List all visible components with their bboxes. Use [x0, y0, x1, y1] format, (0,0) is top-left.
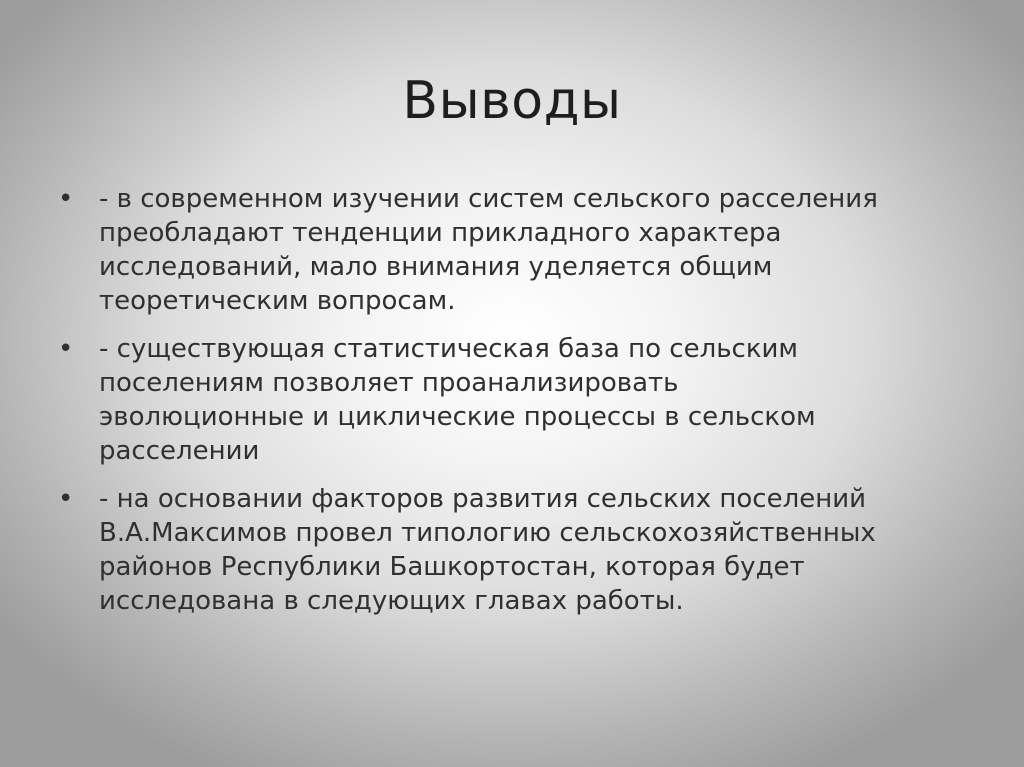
bullet-text-line: расселении [99, 436, 260, 466]
bullet-dot-icon: • [58, 184, 74, 214]
bullet-text-line: поселениям позволяет проанализировать [99, 368, 679, 398]
bullet-text-line: исследований, мало внимания уделяется общим [99, 252, 773, 282]
bullet-text-line: эволюционные и циклические процессы в сельском [99, 402, 816, 432]
bullet-text-line: - существующая статистическая база по сельским [99, 334, 799, 364]
bullet-item [58, 332, 988, 468]
bullet-list [58, 182, 988, 632]
bullet-text-line: В.А.Максимов провел типологию сельскохозяйственных [99, 518, 876, 548]
bullet-item [58, 482, 988, 618]
bullet-text-line: преобладают тенденции прикладного характера [99, 218, 782, 248]
slide-title: Выводы [402, 71, 622, 131]
bullet-dot-icon: • [58, 334, 74, 364]
bullet-text-line: - на основании факторов развития сельских поселений [99, 484, 866, 514]
bullet-text-line: теоретическим вопросам. [99, 286, 456, 316]
bullet-text-line: исследована в следующих главах работы. [99, 586, 684, 616]
bullet-text-line: районов Республики Башкортостан, которая будет [99, 552, 805, 582]
bullet-text-line: - в современном изучении систем сельского расселения [99, 184, 878, 214]
bullet-item [58, 182, 988, 318]
bullet-dot-icon: • [58, 484, 74, 514]
